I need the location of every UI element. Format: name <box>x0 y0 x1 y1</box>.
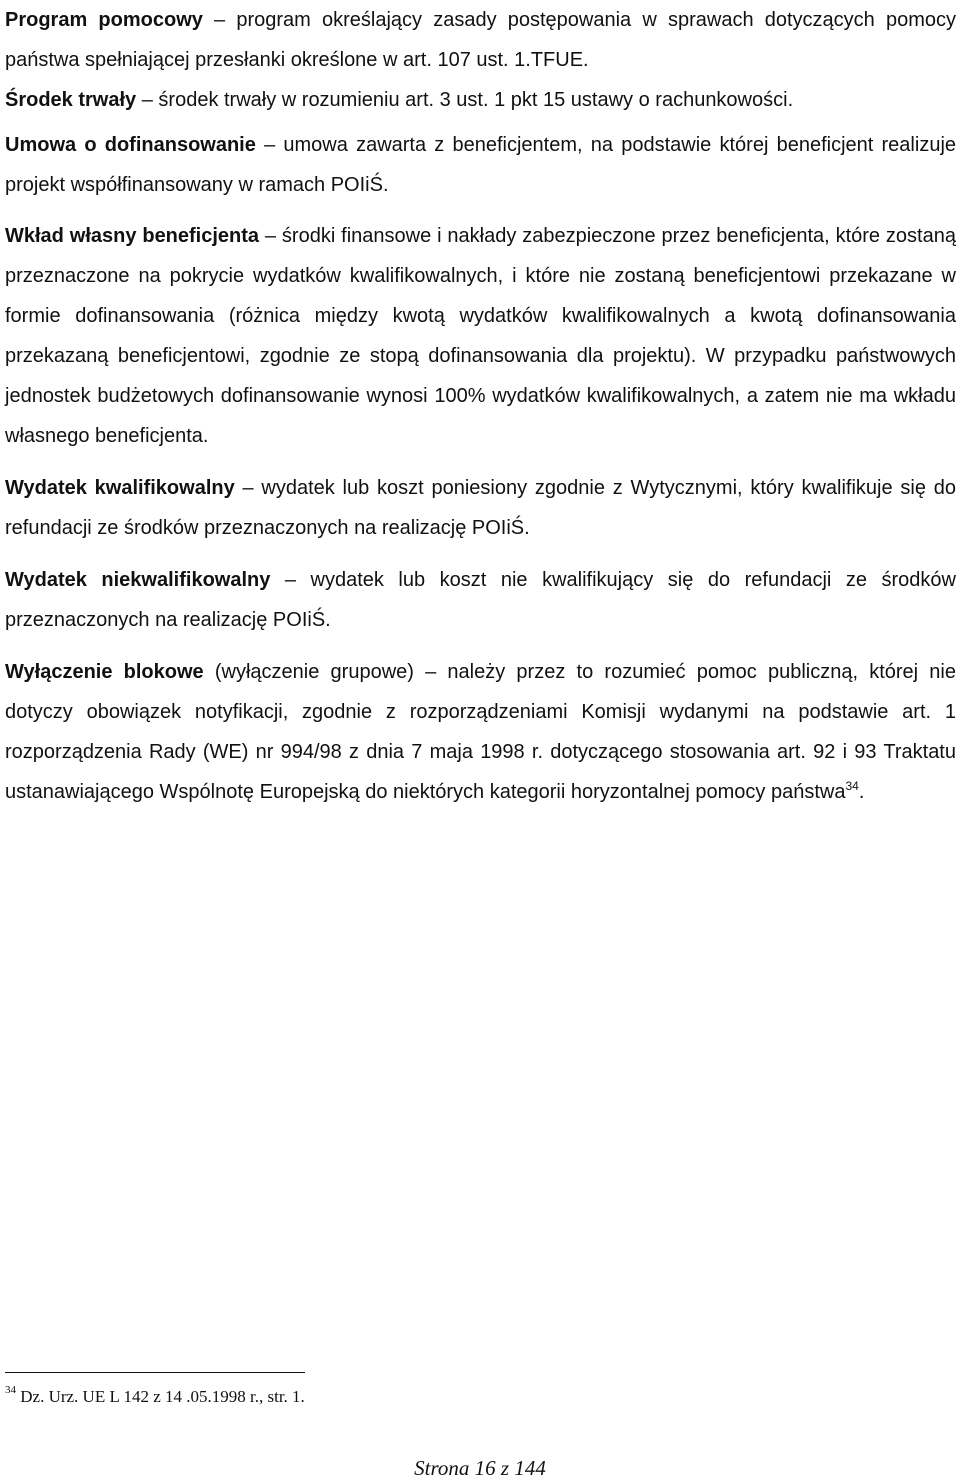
definition-term: Wydatek niekwalifikowalny <box>5 569 271 591</box>
definition-tail: . <box>858 781 865 803</box>
definition-term: Umowa o dofinansowanie <box>5 134 256 156</box>
definition-text: – wydatek lub koszt poniesiony zgodnie z Wytycznymi, który kwalifikuje się do refundacji ze środków przeznaczonych na realizację POIiŚ. <box>5 477 956 539</box>
definition-umowa-o-dofinansowanie <box>5 125 956 205</box>
definition-wklad-wlasny <box>5 216 956 456</box>
definition-text: – wydatek lub koszt nie kwalifikujący się do refundacji ze środków przeznaczonych na realizację POIiŚ. <box>5 569 956 631</box>
definition-text: – środki finansowe i nakłady zabezpieczone przez beneficjenta, które zostaną przeznaczone na pokrycie wydatków kwalifikowalnych, i które nie zostaną beneficjentowi przekazane w formie dofinansowania (różnica między kwotą wydatków kwalifikowalnych a kwotą dofinansowania przekazaną beneficjentowi, zgodnie ze stopą dofinansowania dla projektu). W przypadku państwowych jednostek budżetowych dofinansowanie wynosi 100% wydatków kwalifikowalnych, a zatem nie ma wkładu własnego beneficjenta. <box>5 225 956 447</box>
page-number: Strona 16 z 144 <box>414 1456 546 1480</box>
footnote-reference[interactable]: 34 <box>845 779 859 793</box>
footnote <box>5 1385 305 1409</box>
definition-text: – umowa zawarta z beneficjentem, na podstawie której beneficjent realizuje projekt współfinansowany w ramach POIiŚ. <box>5 134 957 196</box>
definition-program-pomocowy <box>5 0 956 80</box>
definition-term: Program pomocowy <box>5 9 203 31</box>
footnote-separator <box>5 1372 305 1373</box>
definition-wylaczenie-blokowe <box>5 652 956 812</box>
definition-term: Środek trwały <box>5 89 137 111</box>
definition-srodek-trwaly <box>5 80 956 120</box>
definition-text: (wyłączenie grupowe) – należy przez to rozumieć pomoc publiczną, której nie dotyczy obowiązek notyfikacji, zgodnie z rozporządzeniami Komisji wydanymi na podstawie art. 1 rozporządzenia Rady (WE) nr 994/98 z dnia 7 maja 1998 r. dotyczącego stosowania art. 92 i 93 Traktatu ustanawiającego Wspólnotę Europejską do niektórych kategorii horyzontalnej pomocy państwa <box>5 661 956 803</box>
definition-term: Wkład własny beneficjenta <box>5 225 260 247</box>
document-body <box>5 0 956 812</box>
definition-text: – środek trwały w rozumieniu art. 3 ust. 1 pkt 15 ustawy o rachunkowości. <box>136 89 794 111</box>
definition-term: Wyłączenie blokowe <box>5 661 204 683</box>
footnote-number: 34 <box>5 1384 16 1396</box>
definition-wydatek-kwalifikowalny <box>5 468 956 548</box>
definition-wydatek-niekwalifikowalny <box>5 560 956 640</box>
footnote-text: Dz. Urz. UE L 142 z 14 .05.1998 r., str. 1. <box>16 1387 305 1406</box>
definition-term: Wydatek kwalifikowalny <box>5 477 235 499</box>
definition-text: – program określający zasady postępowania w sprawach dotyczących pomocy państwa spełniającej przesłanki określone w art. 107 ust. 1.TFUE. <box>5 9 956 71</box>
